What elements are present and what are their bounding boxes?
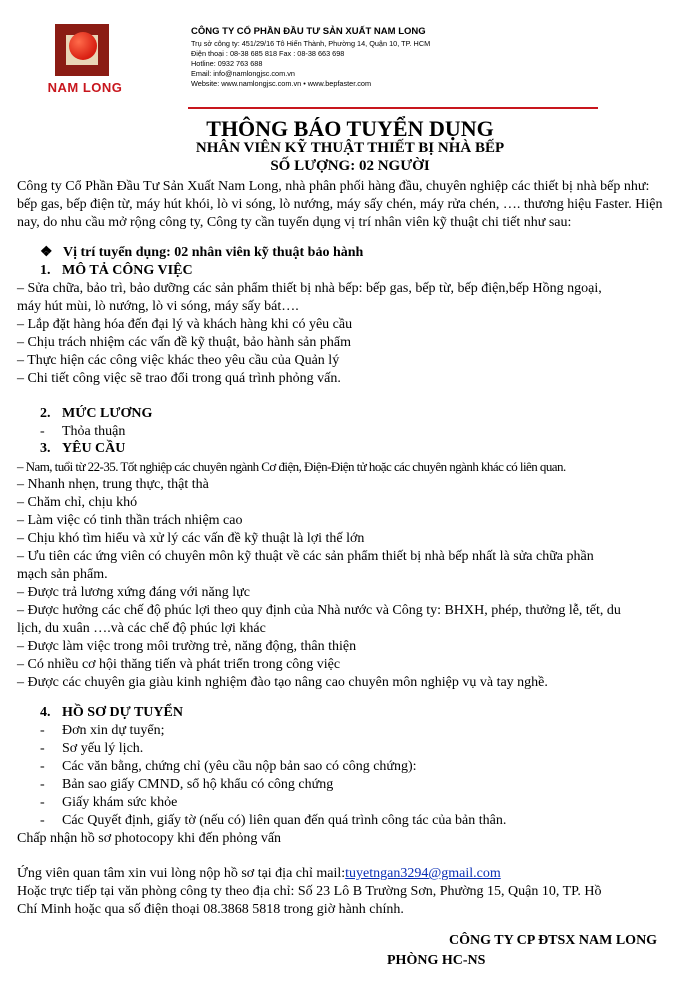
list-item: – Chịu trách nhiệm các vấn đề kỹ thuật, bảo hành sản phẩm	[17, 335, 351, 350]
quantity-heading: SỐ LƯỢNG: 02 NGƯỜI	[270, 158, 430, 174]
list-item: – Nhanh nhẹn, trung thực, thật thà	[17, 477, 209, 492]
list-item: – Lắp đặt hàng hóa đến đại lý và khách hàng khi có yêu cầu	[17, 317, 353, 332]
list-dash: -	[40, 723, 45, 738]
list-item: – Được trả lương xứng đáng với năng lực	[17, 585, 250, 600]
list-item: – Có nhiều cơ hội thăng tiến và phát triển trong công việc	[17, 657, 341, 672]
list-item: – Chăm chỉ, chịu khó	[17, 495, 138, 510]
section-title-requirements: YÊU CẦU	[62, 441, 126, 456]
list-item: Đơn xin dự tuyển;	[62, 723, 165, 738]
salary-value: Thỏa thuận	[62, 424, 126, 439]
list-item: Sơ yếu lý lịch.	[62, 741, 144, 756]
company-phone: Điện thoại : 08-38 685 818 Fax : 08-38 663 698	[191, 49, 345, 59]
list-item: máy hút mùi, lò nướng, lò vi sóng, máy sấy bát….	[17, 299, 299, 314]
company-logo	[40, 20, 130, 100]
signature-company: CÔNG TY CP ĐTSX NAM LONG	[449, 933, 658, 948]
company-website: Website: www.namlongjsc.com.vn • www.bepfaster.com	[191, 79, 372, 89]
list-dash: -	[40, 759, 45, 774]
section-number: 1.	[40, 263, 51, 278]
signature-department: PHÒNG HC-NS	[387, 953, 486, 968]
logo-text: NAM LONG	[47, 80, 123, 95]
list-dash: -	[40, 795, 45, 810]
header-divider	[188, 107, 598, 109]
list-dash: -	[40, 813, 45, 828]
contact-prefix: Ứng viên quan tâm xin vui lòng nộp hồ sơ tại địa chỉ mail:	[17, 866, 346, 881]
list-item: lịch, du xuân ….và các chế độ phúc lợi khác	[17, 621, 266, 636]
section-number: 2.	[40, 406, 51, 421]
logo-ball	[69, 32, 97, 60]
contact-line	[17, 866, 501, 882]
list-item: – Nam, tuổi từ 22-35. Tốt nghiệp các chuyên ngành Cơ điện, Điện-Điện tử hoặc các chuyên ngành khác có liên quan.	[17, 459, 566, 474]
intro-line: Công ty Cổ Phần Đầu Tư Sản Xuất Nam Long, nhà phân phối hàng đầu, chuyên nghiệp các thiết bị nhà bếp như:	[17, 179, 650, 194]
list-dash: -	[40, 741, 45, 756]
intro-line: nay, do nhu cầu mở rộng công ty, Công ty cần tuyển dụng vị trí nhân viên kỹ thuật chi tiết như sau:	[17, 215, 572, 230]
section-title-application: HỒ SƠ DỰ TUYỂN	[62, 705, 183, 720]
job-title: NHÂN VIÊN KỸ THUẬT THIẾT BỊ NHÀ BẾP	[195, 140, 505, 156]
list-item: Bản sao giấy CMND, sổ hộ khẩu có công chứng	[62, 777, 334, 792]
list-item: – Chi tiết công việc sẽ trao đổi trong quá trình phỏng vấn.	[17, 371, 341, 386]
diamond-bullet-icon: ❖	[40, 245, 53, 260]
photocopy-note: Chấp nhận hồ sơ photocopy khi đến phỏng vấn	[17, 831, 282, 846]
list-item: – Làm việc có tinh thần trách nhiệm cao	[17, 513, 243, 528]
list-item: – Sửa chữa, bảo trì, bảo dưỡng các sản phẩm thiết bị nhà bếp: bếp gas, bếp từ, bếp điện,bếp Hồng ngoại,	[17, 281, 602, 296]
section-title-salary: MỨC LƯƠNG	[62, 406, 153, 421]
list-item: Các văn bằng, chứng chỉ (yêu cầu nộp bản sao có công chứng):	[62, 759, 417, 774]
list-item: Giấy khám sức khỏe	[62, 795, 178, 810]
section-title-job-description: MÔ TẢ CÔNG VIỆC	[62, 263, 193, 278]
page-title: THÔNG BÁO TUYỂN DỤNG	[206, 116, 494, 141]
list-item: – Được các chuyên gia giàu kinh nghiệm đào tạo nâng cao chuyên môn nghiệp vụ và tay nghề.	[17, 675, 548, 690]
section-number: 4.	[40, 705, 51, 720]
list-item: Các Quyết định, giấy tờ (nếu có) liên quan đến quá trình công tác của bản thân.	[62, 813, 507, 828]
contact-email-link[interactable]: tuyetngan3294@gmail.com	[345, 866, 501, 881]
company-address: Trụ sở công ty: 451/29/16 Tô Hiến Thành, Phường 14, Quận 10, TP. HCM	[191, 39, 431, 48]
list-item: mạch sản phẩm.	[17, 567, 108, 582]
list-item: – Chịu khó tìm hiểu và xử lý các vấn đề kỹ thuật là lợi thế lớn	[17, 531, 365, 546]
list-dash: -	[40, 777, 45, 792]
list-dash: -	[40, 424, 45, 439]
list-item: – Thực hiện các công việc khác theo yêu cầu của Quản lý	[17, 353, 340, 368]
position-line: Vị trí tuyển dụng: 02 nhân viên kỹ thuật bảo hành	[63, 245, 364, 260]
contact-line: Chí Minh hoặc qua số điện thoại 08.3868 5818 trong giờ hành chính.	[17, 902, 404, 917]
intro-line: bếp gas, bếp điện từ, máy hút khói, lò vi sóng, lò nướng, máy sấy chén, máy rửa chén, …. thương hiệu Faster. Hiện	[17, 197, 663, 212]
section-number: 3.	[40, 441, 51, 456]
company-name: CÔNG TY CỔ PHẦN ĐẦU TƯ SẢN XUẤT NAM LONG	[191, 26, 426, 37]
company-info	[191, 26, 430, 89]
list-item: – Được làm việc trong môi trường trẻ, năng động, thân thiện	[17, 639, 357, 654]
list-item: – Ưu tiên các ứng viên có chuyên môn kỹ thuật về các sản phẩm thiết bị nhà bếp nhất là sửa chữa phần	[17, 549, 594, 564]
company-hotline: Hotline: 0932 763 688	[191, 59, 263, 69]
contact-line: Hoặc trực tiếp tại văn phòng công ty theo địa chỉ: Số 23 Lô B Trường Sơn, Phường 15, Quận 10, TP. Hồ	[17, 884, 602, 899]
list-item: – Được hưởng các chế độ phúc lợi theo quy định của Nhà nước và Công ty: BHXH, phép, thưởng lễ, tết, du	[17, 603, 621, 618]
company-email: Email: info@namlongjsc.com.vn	[191, 69, 295, 79]
